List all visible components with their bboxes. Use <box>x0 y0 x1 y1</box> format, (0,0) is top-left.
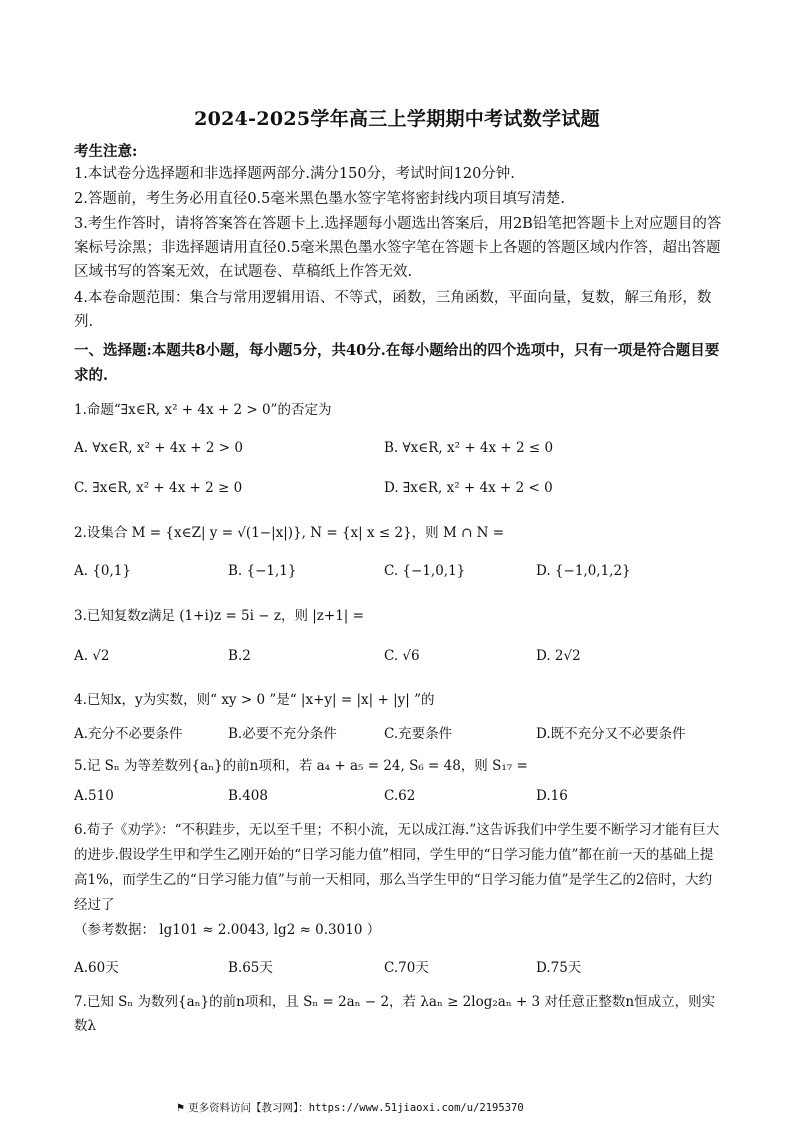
notice-heading: 考生注意: <box>74 143 138 160</box>
option-d: D. {−1,0,1,2} <box>536 563 631 579</box>
option-a: A. {0,1} <box>74 563 131 579</box>
option-a: A. ∀x∈R, x² + 4x + 2 > 0 <box>74 440 243 456</box>
option-c: C.62 <box>384 788 416 804</box>
notice-item: 3.考生作答时，请将答案答在答题卡上.选择题每小题选出答案后，用2B铅笔把答题卡上对应题目的答案标号涂黑；非选择题请用直径0.5毫米黑色墨水签字笔在答题卡上各题的答题区域内作答，超出答题区域书写的答案无效，在试题卷、草稿纸上作答无效. <box>74 216 722 280</box>
option-d: D.既不充分又不必要条件 <box>536 726 686 742</box>
option-c: C. √6 <box>384 648 420 664</box>
option-c: C. {−1,0,1} <box>384 563 466 579</box>
question-4-options <box>74 722 724 746</box>
question-5-stem: 5.记 Sₙ 为等差数列{aₙ}的前n项和，若 a₄ + a₅ = 24, S₆ = 48，则 S₁₇ = <box>74 758 528 774</box>
question-7-stem: 7.已知 Sₙ 为数列{aₙ}的前n项和，且 Sₙ = 2aₙ − 2，若 λaₙ ≥ 2log₂aₙ + 3 对任意正整数n恒成立，则实数λ <box>74 994 716 1034</box>
option-a: A.充分不必要条件 <box>74 726 183 742</box>
notice-item: 2.答题前，考生务必用直径0.5毫米黑色墨水签字笔将密封线内项目填写清楚. <box>74 191 566 207</box>
exam-title: 2024-2025学年高三上学期期中考试数学试题 <box>194 108 600 130</box>
question-2-stem: 2.设集合 M = {x∈Z| y = √(1−|x|)}, N = {x| x ≤ 2}，则 M ∩ N = <box>74 525 505 541</box>
option-c: C.充要条件 <box>384 726 453 742</box>
option-d: D.16 <box>536 788 568 804</box>
option-d: D. ∃x∈R, x² + 4x + 2 < 0 <box>384 480 553 496</box>
option-c: C.70天 <box>384 960 429 976</box>
option-b: B.2 <box>228 648 251 664</box>
question-1-options-row1 <box>74 440 724 464</box>
option-d: D. 2√2 <box>536 648 581 664</box>
question-1-options-row2 <box>74 480 724 504</box>
flag-icon: ⚑ <box>176 1103 185 1114</box>
option-b: B.必要不充分条件 <box>228 726 337 742</box>
question-5-options <box>74 788 724 812</box>
option-b: B. ∀x∈R, x² + 4x + 2 ≤ 0 <box>384 440 554 456</box>
option-d: D.75天 <box>536 960 582 976</box>
question-2-options <box>74 563 724 587</box>
question-6-reference-data: （参考数据： lg101 ≈ 2.0043, lg2 ≈ 0.3010 ） <box>74 922 381 938</box>
notice-item: 1.本试卷分选择题和非选择题两部分.满分150分，考试时间120分钟. <box>74 166 515 182</box>
option-a: A.510 <box>74 788 114 804</box>
question-3-stem: 3.已知复数z满足 (1+i)z = 5i − z，则 |z+1| = <box>74 608 364 624</box>
footer-link[interactable] <box>176 1100 524 1115</box>
question-4-stem: 4.已知x，y为实数，则“ xy > 0 ”是“ |x+y| = |x| + |y| ”的 <box>74 692 435 708</box>
option-a: A. √2 <box>74 648 110 664</box>
question-1-stem: 1.命题“∃x∈R, x² + 4x + 2 > 0”的否定为 <box>74 402 332 418</box>
option-c: C. ∃x∈R, x² + 4x + 2 ≥ 0 <box>74 480 243 496</box>
notice-item: 4.本卷命题范围：集合与常用逻辑用语、不等式，函数，三角函数，平面向量，复数，解三角形，数列. <box>74 290 712 330</box>
question-6-stem: 6.荀子《劝学》：“不积跬步，无以至千里；不积小流，无以成江海.”这告诉我们中学生要不断学习才能有巨大的进步.假设学生甲和学生乙刚开始的“日学习能力值”相同，学生甲的“日学习能力值”都在前一天的基础上提高1%，而学生乙的“日学习能力值”与前一天相同，那么当学生甲的“日学习能力值”是学生乙的2倍时，大约经过了 <box>74 822 720 913</box>
option-b: B.408 <box>228 788 268 804</box>
question-3-options <box>74 648 724 672</box>
section-heading: 一、选择题:本题共8小题，每小题5分，共40分.在每小题给出的四个选项中，只有一项是符合题目要求的. <box>74 342 720 384</box>
option-b: B. {−1,1} <box>228 563 297 579</box>
footer-text: 更多资料访问【教习网】：https://www.51jiaoxi.com/u/2195370 <box>187 1102 524 1114</box>
option-a: A.60天 <box>74 960 119 976</box>
option-b: B.65天 <box>228 960 273 976</box>
question-6-options <box>74 956 724 980</box>
